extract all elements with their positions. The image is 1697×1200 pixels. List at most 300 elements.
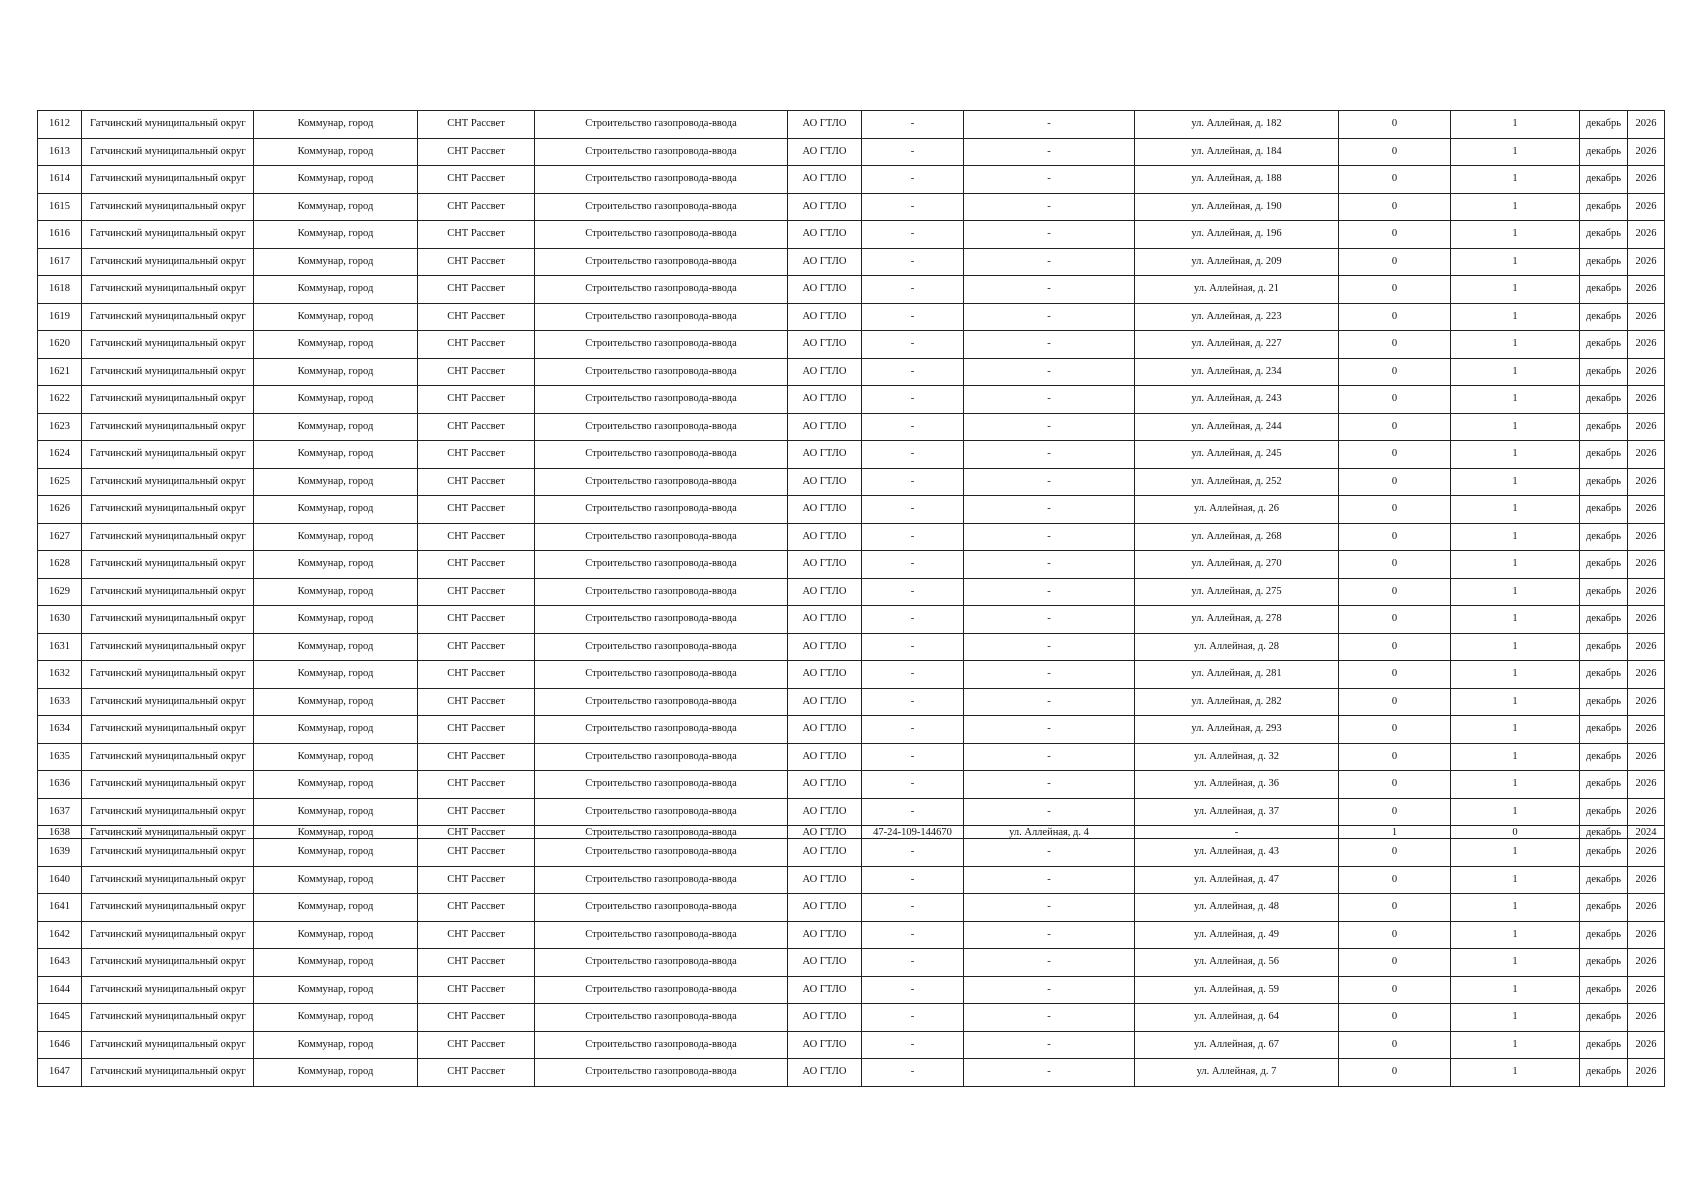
settlement-cell: Коммунар, город — [254, 578, 418, 606]
cadastral-number-cell: - — [862, 413, 964, 441]
settlement-cell: Коммунар, город — [254, 193, 418, 221]
cadastral-number-cell: - — [862, 331, 964, 359]
organization-cell: АО ГТЛО — [788, 248, 862, 276]
organization-cell: АО ГТЛО — [788, 716, 862, 744]
month-cell: декабрь — [1580, 276, 1628, 304]
row-number-cell: 1626 — [38, 496, 82, 524]
organization-cell: АО ГТЛО — [788, 551, 862, 579]
organization-cell: АО ГТЛО — [788, 193, 862, 221]
address-cell: - — [964, 1059, 1135, 1087]
settlement-cell: Коммунар, город — [254, 921, 418, 949]
locality-cell: СНТ Рассвет — [418, 949, 535, 977]
address-cell: - — [964, 578, 1135, 606]
value-one-cell: 0 — [1339, 688, 1451, 716]
value-two-cell: 1 — [1451, 551, 1580, 579]
street-address-cell: ул. Аллейная, д. 36 — [1135, 771, 1339, 799]
address-cell: - — [964, 386, 1135, 414]
settlement-cell: Коммунар, город — [254, 248, 418, 276]
work-type-cell: Строительство газопровода-ввода — [535, 111, 788, 139]
row-number-cell: 1628 — [38, 551, 82, 579]
value-two-cell: 1 — [1451, 921, 1580, 949]
table-row — [38, 248, 1665, 276]
value-one-cell: 0 — [1339, 949, 1451, 977]
locality-cell: СНТ Рассвет — [418, 1004, 535, 1032]
work-type-cell: Строительство газопровода-ввода — [535, 606, 788, 634]
address-cell: - — [964, 358, 1135, 386]
value-two-cell: 1 — [1451, 221, 1580, 249]
month-cell: декабрь — [1580, 771, 1628, 799]
year-cell: 2026 — [1628, 413, 1665, 441]
work-type-cell: Строительство газопровода-ввода — [535, 551, 788, 579]
value-one-cell: 0 — [1339, 1031, 1451, 1059]
settlement-cell: Коммунар, город — [254, 111, 418, 139]
address-cell: - — [964, 866, 1135, 894]
value-one-cell: 1 — [1339, 826, 1451, 839]
value-two-cell: 1 — [1451, 413, 1580, 441]
row-number-cell: 1625 — [38, 468, 82, 496]
value-two-cell: 1 — [1451, 166, 1580, 194]
year-cell: 2026 — [1628, 866, 1665, 894]
cadastral-number-cell: - — [862, 468, 964, 496]
year-cell: 2026 — [1628, 138, 1665, 166]
row-number-cell: 1624 — [38, 441, 82, 469]
value-two-cell: 1 — [1451, 894, 1580, 922]
cadastral-number-cell: - — [862, 606, 964, 634]
locality-cell: СНТ Рассвет — [418, 894, 535, 922]
cadastral-number-cell: - — [862, 661, 964, 689]
organization-cell: АО ГТЛО — [788, 303, 862, 331]
organization-cell: АО ГТЛО — [788, 743, 862, 771]
district-cell: Гатчинский муниципальный округ — [82, 798, 254, 826]
work-type-cell: Строительство газопровода-ввода — [535, 894, 788, 922]
year-cell: 2026 — [1628, 358, 1665, 386]
locality-cell: СНТ Рассвет — [418, 468, 535, 496]
month-cell: декабрь — [1580, 578, 1628, 606]
value-one-cell: 0 — [1339, 386, 1451, 414]
settlement-cell: Коммунар, город — [254, 866, 418, 894]
settlement-cell: Коммунар, город — [254, 276, 418, 304]
value-one-cell: 0 — [1339, 138, 1451, 166]
row-number-cell: 1636 — [38, 771, 82, 799]
value-one-cell: 0 — [1339, 661, 1451, 689]
work-type-cell: Строительство газопровода-ввода — [535, 578, 788, 606]
work-type-cell: Строительство газопровода-ввода — [535, 716, 788, 744]
value-two-cell: 1 — [1451, 688, 1580, 716]
settlement-cell: Коммунар, город — [254, 551, 418, 579]
cadastral-number-cell: - — [862, 111, 964, 139]
district-cell: Гатчинский муниципальный округ — [82, 826, 254, 839]
month-cell: декабрь — [1580, 166, 1628, 194]
value-two-cell: 1 — [1451, 523, 1580, 551]
street-address-cell: ул. Аллейная, д. 196 — [1135, 221, 1339, 249]
table-row — [38, 798, 1665, 826]
month-cell: декабрь — [1580, 303, 1628, 331]
locality-cell: СНТ Рассвет — [418, 248, 535, 276]
table-row — [38, 894, 1665, 922]
locality-cell: СНТ Рассвет — [418, 1059, 535, 1087]
street-address-cell: ул. Аллейная, д. 278 — [1135, 606, 1339, 634]
cadastral-number-cell: - — [862, 193, 964, 221]
value-two-cell: 1 — [1451, 358, 1580, 386]
address-cell: - — [964, 949, 1135, 977]
value-one-cell: 0 — [1339, 331, 1451, 359]
year-cell: 2026 — [1628, 798, 1665, 826]
work-type-cell: Строительство газопровода-ввода — [535, 496, 788, 524]
settlement-cell: Коммунар, город — [254, 1004, 418, 1032]
value-two-cell: 1 — [1451, 633, 1580, 661]
locality-cell: СНТ Рассвет — [418, 688, 535, 716]
settlement-cell: Коммунар, город — [254, 166, 418, 194]
cadastral-number-cell: - — [862, 976, 964, 1004]
value-one-cell: 0 — [1339, 921, 1451, 949]
district-cell: Гатчинский муниципальный округ — [82, 771, 254, 799]
locality-cell: СНТ Рассвет — [418, 1031, 535, 1059]
district-cell: Гатчинский муниципальный округ — [82, 166, 254, 194]
locality-cell: СНТ Рассвет — [418, 166, 535, 194]
table-row — [38, 976, 1665, 1004]
month-cell: декабрь — [1580, 193, 1628, 221]
work-type-cell: Строительство газопровода-ввода — [535, 138, 788, 166]
value-two-cell: 1 — [1451, 976, 1580, 1004]
table-row — [38, 386, 1665, 414]
street-address-cell: ул. Аллейная, д. 48 — [1135, 894, 1339, 922]
value-one-cell: 0 — [1339, 166, 1451, 194]
address-cell: - — [964, 839, 1135, 867]
locality-cell: СНТ Рассвет — [418, 496, 535, 524]
month-cell: декабрь — [1580, 1059, 1628, 1087]
cadastral-number-cell: - — [862, 551, 964, 579]
address-cell: - — [964, 688, 1135, 716]
district-cell: Гатчинский муниципальный округ — [82, 496, 254, 524]
locality-cell: СНТ Рассвет — [418, 606, 535, 634]
address-cell: - — [964, 976, 1135, 1004]
work-type-cell: Строительство газопровода-ввода — [535, 633, 788, 661]
cadastral-number-cell: - — [862, 1059, 964, 1087]
table-row — [38, 468, 1665, 496]
cadastral-number-cell: - — [862, 386, 964, 414]
cadastral-number-cell: - — [862, 248, 964, 276]
cadastral-number-cell: - — [862, 496, 964, 524]
locality-cell: СНТ Рассвет — [418, 413, 535, 441]
settlement-cell: Коммунар, город — [254, 1059, 418, 1087]
month-cell: декабрь — [1580, 976, 1628, 1004]
table-row — [38, 1059, 1665, 1087]
month-cell: декабрь — [1580, 606, 1628, 634]
cadastral-number-cell: - — [862, 771, 964, 799]
table-row — [38, 221, 1665, 249]
month-cell: декабрь — [1580, 839, 1628, 867]
street-address-cell: ул. Аллейная, д. 28 — [1135, 633, 1339, 661]
address-cell: - — [964, 716, 1135, 744]
row-number-cell: 1623 — [38, 413, 82, 441]
organization-cell: АО ГТЛО — [788, 798, 862, 826]
cadastral-number-cell: - — [862, 358, 964, 386]
value-two-cell: 1 — [1451, 303, 1580, 331]
month-cell: декабрь — [1580, 894, 1628, 922]
settlement-cell: Коммунар, город — [254, 894, 418, 922]
year-cell: 2026 — [1628, 976, 1665, 1004]
cadastral-number-cell: - — [862, 303, 964, 331]
locality-cell: СНТ Рассвет — [418, 138, 535, 166]
street-address-cell: ул. Аллейная, д. 245 — [1135, 441, 1339, 469]
month-cell: декабрь — [1580, 826, 1628, 839]
work-type-cell: Строительство газопровода-ввода — [535, 1004, 788, 1032]
month-cell: декабрь — [1580, 248, 1628, 276]
month-cell: декабрь — [1580, 551, 1628, 579]
work-type-cell: Строительство газопровода-ввода — [535, 331, 788, 359]
settlement-cell: Коммунар, город — [254, 386, 418, 414]
district-cell: Гатчинский муниципальный округ — [82, 441, 254, 469]
work-type-cell: Строительство газопровода-ввода — [535, 193, 788, 221]
table-row — [38, 771, 1665, 799]
row-number-cell: 1632 — [38, 661, 82, 689]
address-cell: - — [964, 221, 1135, 249]
table-row — [38, 358, 1665, 386]
address-cell: - — [964, 551, 1135, 579]
row-number-cell: 1646 — [38, 1031, 82, 1059]
address-cell: - — [964, 468, 1135, 496]
work-type-cell: Строительство газопровода-ввода — [535, 949, 788, 977]
organization-cell: АО ГТЛО — [788, 839, 862, 867]
value-one-cell: 0 — [1339, 743, 1451, 771]
locality-cell: СНТ Рассвет — [418, 303, 535, 331]
organization-cell: АО ГТЛО — [788, 894, 862, 922]
month-cell: декабрь — [1580, 743, 1628, 771]
work-type-cell: Строительство газопровода-ввода — [535, 441, 788, 469]
value-two-cell: 1 — [1451, 111, 1580, 139]
district-cell: Гатчинский муниципальный округ — [82, 866, 254, 894]
address-cell: - — [964, 441, 1135, 469]
street-address-cell: ул. Аллейная, д. 49 — [1135, 921, 1339, 949]
value-two-cell: 0 — [1451, 826, 1580, 839]
locality-cell: СНТ Рассвет — [418, 826, 535, 839]
street-address-cell: ул. Аллейная, д. 37 — [1135, 798, 1339, 826]
value-two-cell: 1 — [1451, 839, 1580, 867]
row-number-cell: 1644 — [38, 976, 82, 1004]
row-number-cell: 1630 — [38, 606, 82, 634]
value-one-cell: 0 — [1339, 1004, 1451, 1032]
street-address-cell: ул. Аллейная, д. 21 — [1135, 276, 1339, 304]
street-address-cell: ул. Аллейная, д. 190 — [1135, 193, 1339, 221]
address-cell: - — [964, 193, 1135, 221]
value-two-cell: 1 — [1451, 661, 1580, 689]
month-cell: декабрь — [1580, 111, 1628, 139]
locality-cell: СНТ Рассвет — [418, 358, 535, 386]
gas-connection-table — [37, 110, 1665, 1087]
settlement-cell: Коммунар, город — [254, 468, 418, 496]
table-row — [38, 661, 1665, 689]
value-two-cell: 1 — [1451, 743, 1580, 771]
street-address-cell: ул. Аллейная, д. 64 — [1135, 1004, 1339, 1032]
year-cell: 2026 — [1628, 276, 1665, 304]
district-cell: Гатчинский муниципальный округ — [82, 1059, 254, 1087]
row-number-cell: 1638 — [38, 826, 82, 839]
settlement-cell: Коммунар, город — [254, 949, 418, 977]
table-row — [38, 688, 1665, 716]
value-two-cell: 1 — [1451, 276, 1580, 304]
value-two-cell: 1 — [1451, 386, 1580, 414]
settlement-cell: Коммунар, город — [254, 138, 418, 166]
settlement-cell: Коммунар, город — [254, 716, 418, 744]
month-cell: декабрь — [1580, 921, 1628, 949]
row-number-cell: 1631 — [38, 633, 82, 661]
year-cell: 2026 — [1628, 743, 1665, 771]
month-cell: декабрь — [1580, 688, 1628, 716]
value-one-cell: 0 — [1339, 771, 1451, 799]
month-cell: декабрь — [1580, 866, 1628, 894]
organization-cell: АО ГТЛО — [788, 921, 862, 949]
address-cell: - — [964, 1004, 1135, 1032]
table-row — [38, 743, 1665, 771]
locality-cell: СНТ Рассвет — [418, 921, 535, 949]
locality-cell: СНТ Рассвет — [418, 771, 535, 799]
cadastral-number-cell: - — [862, 921, 964, 949]
year-cell: 2026 — [1628, 688, 1665, 716]
district-cell: Гатчинский муниципальный округ — [82, 716, 254, 744]
year-cell: 2026 — [1628, 496, 1665, 524]
street-address-cell: - — [1135, 826, 1339, 839]
table-row — [38, 276, 1665, 304]
value-two-cell: 1 — [1451, 606, 1580, 634]
row-number-cell: 1639 — [38, 839, 82, 867]
year-cell: 2026 — [1628, 386, 1665, 414]
organization-cell: АО ГТЛО — [788, 976, 862, 1004]
district-cell: Гатчинский муниципальный округ — [82, 1031, 254, 1059]
work-type-cell: Строительство газопровода-ввода — [535, 468, 788, 496]
locality-cell: СНТ Рассвет — [418, 551, 535, 579]
organization-cell: АО ГТЛО — [788, 166, 862, 194]
month-cell: декабрь — [1580, 1004, 1628, 1032]
settlement-cell: Коммунар, город — [254, 976, 418, 1004]
district-cell: Гатчинский муниципальный округ — [82, 1004, 254, 1032]
value-two-cell: 1 — [1451, 1031, 1580, 1059]
row-number-cell: 1621 — [38, 358, 82, 386]
address-cell: - — [964, 413, 1135, 441]
work-type-cell: Строительство газопровода-ввода — [535, 1031, 788, 1059]
year-cell: 2026 — [1628, 1004, 1665, 1032]
value-two-cell: 1 — [1451, 578, 1580, 606]
table-row — [38, 138, 1665, 166]
cadastral-number-cell: - — [862, 716, 964, 744]
value-two-cell: 1 — [1451, 949, 1580, 977]
street-address-cell: ул. Аллейная, д. 275 — [1135, 578, 1339, 606]
value-one-cell: 0 — [1339, 358, 1451, 386]
organization-cell: АО ГТЛО — [788, 1031, 862, 1059]
table-row — [38, 606, 1665, 634]
value-two-cell: 1 — [1451, 771, 1580, 799]
value-one-cell: 0 — [1339, 276, 1451, 304]
organization-cell: АО ГТЛО — [788, 523, 862, 551]
street-address-cell: ул. Аллейная, д. 56 — [1135, 949, 1339, 977]
address-cell: - — [964, 1031, 1135, 1059]
work-type-cell: Строительство газопровода-ввода — [535, 276, 788, 304]
table-row — [38, 949, 1665, 977]
year-cell: 2026 — [1628, 551, 1665, 579]
street-address-cell: ул. Аллейная, д. 32 — [1135, 743, 1339, 771]
value-two-cell: 1 — [1451, 468, 1580, 496]
address-cell: - — [964, 606, 1135, 634]
value-one-cell: 0 — [1339, 839, 1451, 867]
district-cell: Гатчинский муниципальный округ — [82, 578, 254, 606]
year-cell: 2026 — [1628, 606, 1665, 634]
cadastral-number-cell: - — [862, 166, 964, 194]
settlement-cell: Коммунар, город — [254, 523, 418, 551]
cadastral-number-cell: - — [862, 138, 964, 166]
year-cell: 2026 — [1628, 716, 1665, 744]
locality-cell: СНТ Рассвет — [418, 221, 535, 249]
value-one-cell: 0 — [1339, 111, 1451, 139]
row-number-cell: 1622 — [38, 386, 82, 414]
work-type-cell: Строительство газопровода-ввода — [535, 661, 788, 689]
street-address-cell: ул. Аллейная, д. 188 — [1135, 166, 1339, 194]
table-row — [38, 839, 1665, 867]
year-cell: 2026 — [1628, 949, 1665, 977]
organization-cell: АО ГТЛО — [788, 633, 862, 661]
value-one-cell: 0 — [1339, 633, 1451, 661]
table-row — [38, 866, 1665, 894]
month-cell: декабрь — [1580, 413, 1628, 441]
value-one-cell: 0 — [1339, 221, 1451, 249]
settlement-cell: Коммунар, город — [254, 606, 418, 634]
row-number-cell: 1618 — [38, 276, 82, 304]
address-cell: - — [964, 111, 1135, 139]
cadastral-number-cell: - — [862, 441, 964, 469]
cadastral-number-cell: - — [862, 276, 964, 304]
organization-cell: АО ГТЛО — [788, 468, 862, 496]
locality-cell: СНТ Рассвет — [418, 276, 535, 304]
cadastral-number-cell: - — [862, 1031, 964, 1059]
row-number-cell: 1613 — [38, 138, 82, 166]
address-cell: - — [964, 661, 1135, 689]
year-cell: 2024 — [1628, 826, 1665, 839]
table-row — [38, 523, 1665, 551]
street-address-cell: ул. Аллейная, д. 43 — [1135, 839, 1339, 867]
locality-cell: СНТ Рассвет — [418, 976, 535, 1004]
organization-cell: АО ГТЛО — [788, 688, 862, 716]
month-cell: декабрь — [1580, 386, 1628, 414]
settlement-cell: Коммунар, город — [254, 826, 418, 839]
value-one-cell: 0 — [1339, 716, 1451, 744]
value-one-cell: 0 — [1339, 606, 1451, 634]
month-cell: декабрь — [1580, 798, 1628, 826]
organization-cell: АО ГТЛО — [788, 441, 862, 469]
cadastral-number-cell: - — [862, 221, 964, 249]
row-number-cell: 1635 — [38, 743, 82, 771]
street-address-cell: ул. Аллейная, д. 209 — [1135, 248, 1339, 276]
organization-cell: АО ГТЛО — [788, 111, 862, 139]
address-cell: - — [964, 303, 1135, 331]
value-two-cell: 1 — [1451, 193, 1580, 221]
street-address-cell: ул. Аллейная, д. 184 — [1135, 138, 1339, 166]
organization-cell: АО ГТЛО — [788, 331, 862, 359]
work-type-cell: Строительство газопровода-ввода — [535, 798, 788, 826]
locality-cell: СНТ Рассвет — [418, 661, 535, 689]
cadastral-number-cell: - — [862, 839, 964, 867]
settlement-cell: Коммунар, город — [254, 771, 418, 799]
year-cell: 2026 — [1628, 111, 1665, 139]
locality-cell: СНТ Рассвет — [418, 866, 535, 894]
month-cell: декабрь — [1580, 358, 1628, 386]
street-address-cell: ул. Аллейная, д. 282 — [1135, 688, 1339, 716]
year-cell: 2026 — [1628, 1031, 1665, 1059]
district-cell: Гатчинский муниципальный округ — [82, 111, 254, 139]
year-cell: 2026 — [1628, 303, 1665, 331]
cadastral-number-cell: - — [862, 949, 964, 977]
street-address-cell: ул. Аллейная, д. 270 — [1135, 551, 1339, 579]
organization-cell: АО ГТЛО — [788, 138, 862, 166]
work-type-cell: Строительство газопровода-ввода — [535, 743, 788, 771]
organization-cell: АО ГТЛО — [788, 826, 862, 839]
